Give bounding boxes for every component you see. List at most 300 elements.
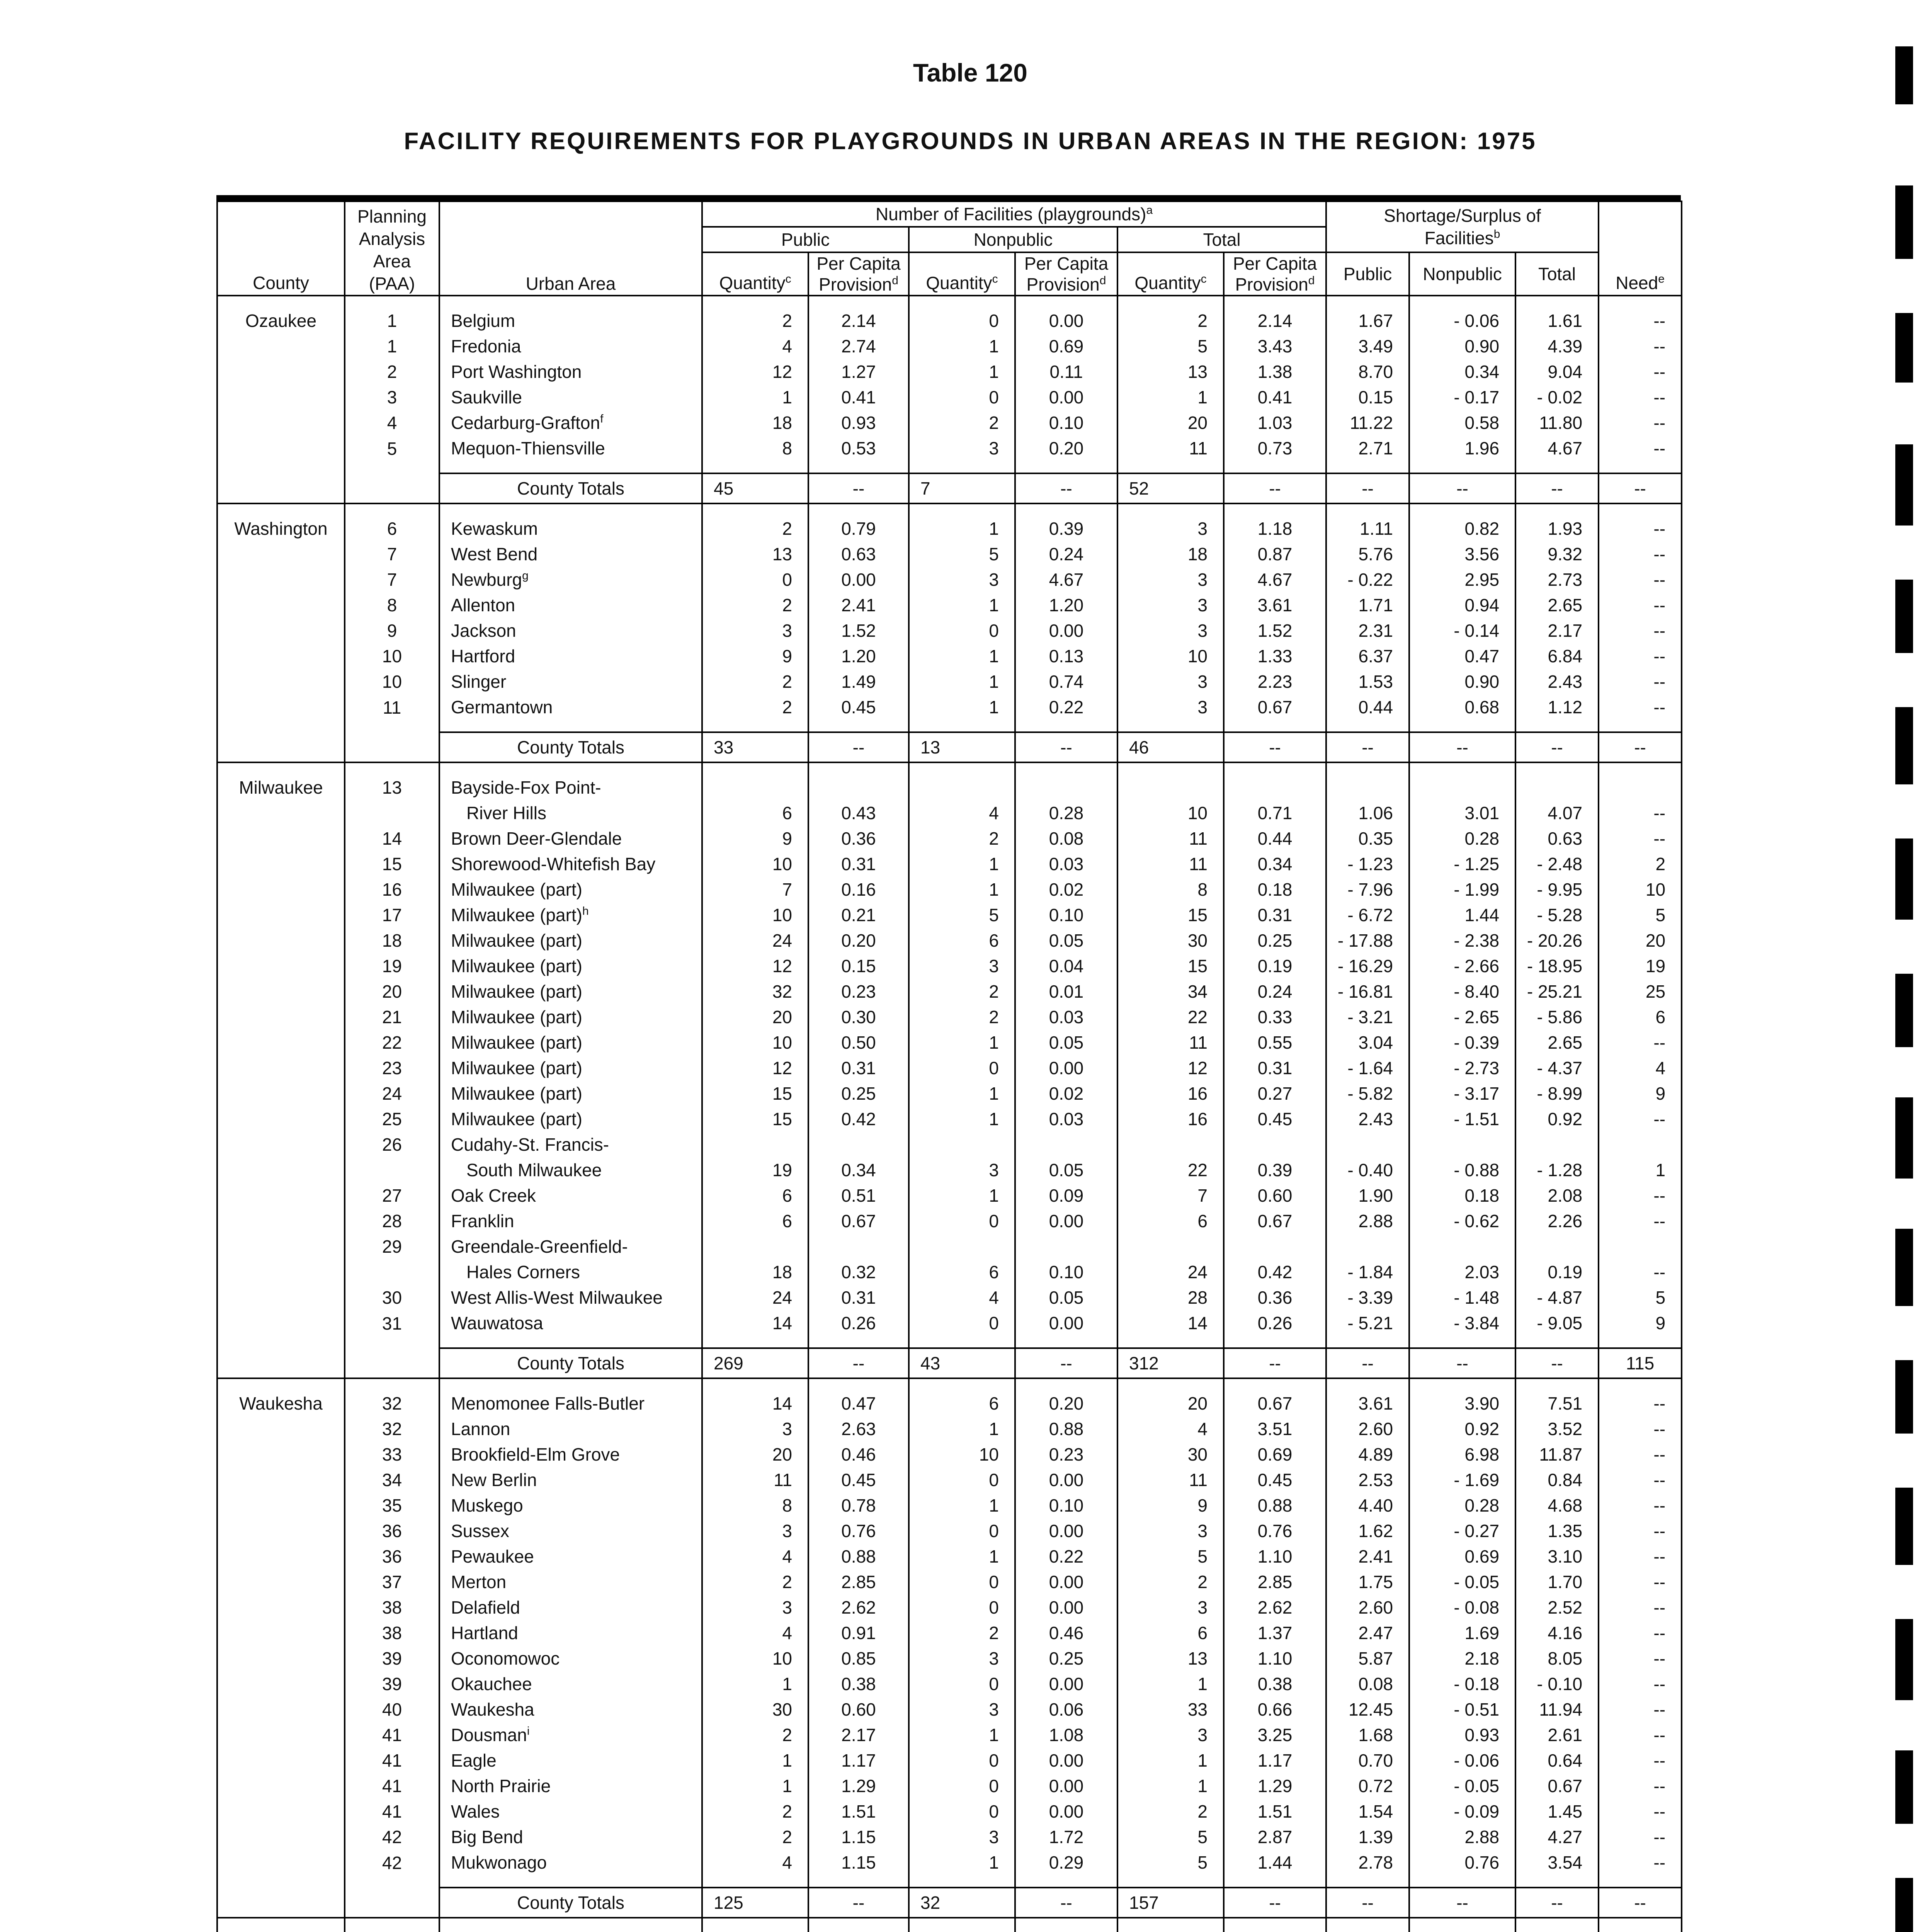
shortage-public-cell: - 1.84: [1326, 1259, 1409, 1285]
total-per-capita-cell: 0.45: [1224, 1467, 1326, 1493]
public-quantity-cell: 6: [702, 800, 808, 826]
total-per-capita-total: --: [1224, 1348, 1326, 1378]
total-per-capita-cell: 0.73: [1224, 435, 1326, 473]
shortage-public-total: --: [1326, 1888, 1409, 1918]
total-per-capita-cell: 0.27: [1224, 1081, 1326, 1106]
shortage-public-cell: - 6.72: [1326, 902, 1409, 928]
paa-cell: 7: [345, 567, 439, 592]
need-cell: --: [1599, 384, 1682, 410]
shortage-nonpublic-cell: - 2.38: [1409, 928, 1515, 953]
total-quantity-cell: 20: [1117, 410, 1224, 435]
shortage-public-cell: 2.31: [1326, 618, 1409, 643]
urban-area-cell: [439, 541, 702, 567]
col-total: Total: [1117, 227, 1326, 252]
shortage-nonpublic-cell: - 0.27: [1409, 1518, 1515, 1544]
nonpublic-quantity-cell: 0: [909, 1595, 1015, 1620]
public-quantity-cell: 4: [702, 1544, 808, 1569]
urban-area-cell: [439, 694, 702, 732]
public-quantity-cell: 3: [702, 618, 808, 643]
nonpublic-quantity-cell: 0: [909, 1208, 1015, 1234]
nonpublic-quantity-cell: 1: [909, 1183, 1015, 1208]
urban-area-cell: [439, 1081, 702, 1106]
county-name: [217, 1157, 345, 1183]
shortage-nonpublic-cell: 0.28: [1409, 1493, 1515, 1518]
total-quantity-cell: 3: [1117, 592, 1224, 618]
public-quantity-cell: 15: [702, 1081, 808, 1106]
nonpublic-quantity-cell: 0: [909, 1799, 1015, 1824]
shortage-public-cell: - 3.21: [1326, 1004, 1409, 1030]
public-per-capita-total: --: [808, 1348, 909, 1378]
nonpublic-per-capita-cell: 0.20: [1015, 435, 1117, 473]
public-per-capita-cell: 0.00: [808, 567, 909, 592]
urban-area-name: North Prairie: [451, 1776, 551, 1796]
total-per-capita-cell: [1224, 1234, 1326, 1259]
public-quantity-cell: 24: [702, 1285, 808, 1310]
shortage-nonpublic-cell: - 0.05: [1409, 1569, 1515, 1595]
urban-area-cell: [439, 877, 702, 902]
county-name: [217, 1030, 345, 1055]
county-name: [217, 1620, 345, 1646]
nonpublic-quantity-cell: 3: [909, 567, 1015, 592]
public-quantity-cell: 12: [702, 359, 808, 384]
county-name: [217, 1081, 345, 1106]
urban-area-name: Allenton: [451, 595, 515, 615]
table-row: [217, 618, 1682, 643]
shortage-total-cell: 4.07: [1515, 800, 1599, 826]
nonpublic-per-capita-cell: 0.00: [1015, 618, 1117, 643]
shortage-public-cell: 2.43: [1326, 1106, 1409, 1132]
paa-cell: 19: [345, 953, 439, 979]
county-name: [217, 694, 345, 732]
table-row: [217, 1442, 1682, 1467]
shortage-nonpublic-total: --: [1409, 473, 1515, 503]
shortage-nonpublic-cell: - 1.25: [1409, 851, 1515, 877]
public-quantity-cell: 14: [702, 1378, 808, 1416]
edge-mark: [1895, 1097, 1913, 1179]
paa-cell: 15: [345, 851, 439, 877]
county-name: [217, 1544, 345, 1569]
total-per-capita-cell: 0.45: [1224, 1106, 1326, 1132]
total-quantity-cell: 11: [1117, 435, 1224, 473]
nonpublic-per-capita-cell: 0.00: [1015, 1773, 1117, 1799]
public-quantity-cell: 14: [702, 1310, 808, 1348]
nonpublic-quantity-cell: 0: [909, 618, 1015, 643]
table-row: [217, 928, 1682, 953]
urban-area-cell: [439, 979, 702, 1004]
nonpublic-quantity-cell: 5: [909, 541, 1015, 567]
public-per-capita-cell: 0.46: [808, 1442, 909, 1467]
public-per-capita-cell: 0.60: [808, 1697, 909, 1722]
public-per-capita-cell: 2.17: [808, 1722, 909, 1748]
need-cell: --: [1599, 669, 1682, 694]
total-quantity-cell: 2: [1117, 1799, 1224, 1824]
nonpublic-quantity-cell: 3: [909, 1646, 1015, 1671]
county-name: [217, 953, 345, 979]
shortage-total-cell: 3.52: [1515, 1416, 1599, 1442]
urban-area-name: Kewaskum: [451, 519, 538, 539]
total-per-capita-cell: 0.66: [1224, 1697, 1326, 1722]
public-quantity-cell: 11: [702, 1467, 808, 1493]
col-paa: Planning Analysis Area (PAA): [345, 201, 439, 296]
shortage-nonpublic-cell: 0.18: [1409, 1183, 1515, 1208]
urban-area-name: Muskego: [451, 1495, 523, 1515]
nonpublic-per-capita-cell: 0.20: [1015, 1378, 1117, 1416]
paa-cell: 32: [345, 1416, 439, 1442]
public-quantity-cell: 10: [702, 1646, 808, 1671]
nonpublic-per-capita-cell: 0.46: [1015, 1620, 1117, 1646]
paa-cell: 13: [345, 762, 439, 800]
shortage-nonpublic-cell: [1409, 1918, 1515, 1932]
county-name: [217, 618, 345, 643]
paa-cell: 1: [345, 333, 439, 359]
public-quantity-cell: 2: [702, 1569, 808, 1595]
nonpublic-per-capita-cell: 0.23: [1015, 1442, 1117, 1467]
shortage-total-cell: - 1.28: [1515, 1157, 1599, 1183]
paa-cell: 42: [345, 1824, 439, 1850]
public-per-capita-cell: 0.78: [808, 1493, 909, 1518]
shortage-nonpublic-cell: 0.68: [1409, 694, 1515, 732]
nonpublic-per-capita-cell: [1015, 762, 1117, 800]
public-quantity-cell: 4: [702, 1850, 808, 1888]
total-per-capita-cell: 0.44: [1224, 826, 1326, 851]
total-quantity-cell: [1117, 1132, 1224, 1157]
public-quantity-cell: 2: [702, 694, 808, 732]
shortage-nonpublic-cell: 2.18: [1409, 1646, 1515, 1671]
need-cell: --: [1599, 541, 1682, 567]
shortage-total-total: --: [1515, 1348, 1599, 1378]
public-quantity-cell: 2: [702, 1824, 808, 1850]
nonpublic-per-capita-cell: 0.00: [1015, 1208, 1117, 1234]
shortage-nonpublic-cell: - 0.62: [1409, 1208, 1515, 1234]
public-per-capita-cell: 0.67: [808, 1208, 909, 1234]
urban-area-cell: [439, 669, 702, 694]
need-cell: --: [1599, 694, 1682, 732]
need-cell: --: [1599, 1620, 1682, 1646]
nonpublic-quantity-cell: 0: [909, 1310, 1015, 1348]
nonpublic-per-capita-cell: 0.02: [1015, 877, 1117, 902]
county-name: [217, 541, 345, 567]
urban-area-name: Delafield: [451, 1597, 520, 1617]
county-totals-label: County Totals: [439, 1888, 702, 1918]
public-quantity-cell: [702, 1234, 808, 1259]
need-cell: [1599, 762, 1682, 800]
shortage-public-cell: 2.71: [1326, 435, 1409, 473]
county-name: [217, 1518, 345, 1544]
urban-area-cell: [439, 1518, 702, 1544]
shortage-total-cell: 0.92: [1515, 1106, 1599, 1132]
public-quantity-cell: [702, 1918, 808, 1932]
col-nonpublic: Nonpublic: [909, 227, 1117, 252]
table-row: [217, 410, 1682, 435]
public-quantity-cell: 7: [702, 877, 808, 902]
shortage-public-cell: - 16.29: [1326, 953, 1409, 979]
table-row: [217, 435, 1682, 473]
shortage-nonpublic-cell: 0.90: [1409, 669, 1515, 694]
nonpublic-per-capita-cell: 0.00: [1015, 1799, 1117, 1824]
shortage-nonpublic-cell: 0.90: [1409, 333, 1515, 359]
total-quantity-cell: 6: [1117, 1620, 1224, 1646]
edge-mark: [1895, 580, 1913, 653]
table-row: [217, 1569, 1682, 1595]
table-row: [217, 1106, 1682, 1132]
shortage-nonpublic-cell: 3.90: [1409, 1378, 1515, 1416]
county-name: [217, 979, 345, 1004]
public-quantity-cell: 10: [702, 1030, 808, 1055]
public-per-capita-cell: 1.15: [808, 1850, 909, 1888]
table-row: [217, 1595, 1682, 1620]
table-row: [217, 1697, 1682, 1722]
nonpublic-quantity-cell: 1: [909, 1544, 1015, 1569]
total-per-capita-cell: 0.60: [1224, 1183, 1326, 1208]
shortage-total-cell: 7.51: [1515, 1378, 1599, 1416]
urban-area-name: Shorewood-Whitefish Bay: [451, 854, 656, 874]
table-row: [217, 333, 1682, 359]
public-per-capita-cell: 1.51: [808, 1799, 909, 1824]
nonpublic-quantity-cell: 0: [909, 1773, 1015, 1799]
footnote-b: b: [1493, 228, 1500, 241]
urban-area-name: Mukwonago: [451, 1852, 547, 1872]
total-per-capita-cell: 0.36: [1224, 1285, 1326, 1310]
table-row: [217, 902, 1682, 928]
county-name: [217, 1824, 345, 1850]
shortage-total-cell: 2.73: [1515, 567, 1599, 592]
shortage-total-cell: 2.52: [1515, 1595, 1599, 1620]
paa-cell: [345, 1259, 439, 1285]
total-per-capita-cell: 0.71: [1224, 800, 1326, 826]
urban-area-name: Brookfield-Elm Grove: [451, 1444, 620, 1464]
nonpublic-quantity-cell: 1: [909, 359, 1015, 384]
county-name: [217, 732, 345, 762]
need-total: 115: [1599, 1348, 1682, 1378]
urban-area-name: West Bend: [451, 544, 538, 564]
public-quantity-cell: 2: [702, 669, 808, 694]
need-cell: --: [1599, 1671, 1682, 1697]
shortage-public-cell: 6.37: [1326, 643, 1409, 669]
shortage-public-cell: 1.53: [1326, 669, 1409, 694]
nonpublic-per-capita-cell: 0.69: [1015, 333, 1117, 359]
public-per-capita-cell: 0.91: [808, 1620, 909, 1646]
nonpublic-per-capita-cell: 0.39: [1015, 503, 1117, 541]
nonpublic-quantity-cell: 3: [909, 1157, 1015, 1183]
public-quantity-cell: 18: [702, 410, 808, 435]
shortage-total-cell: 6.84: [1515, 643, 1599, 669]
urban-area-cell: [439, 1310, 702, 1348]
shortage-public-cell: 2.41: [1326, 1544, 1409, 1569]
shortage-nonpublic-cell: - 0.06: [1409, 1748, 1515, 1773]
urban-area-name: Hartland: [451, 1623, 518, 1643]
nonpublic-per-capita-cell: 0.04: [1015, 953, 1117, 979]
shortage-nonpublic-cell: 0.93: [1409, 1722, 1515, 1748]
shortage-public-cell: 8.70: [1326, 359, 1409, 384]
total-per-capita-cell: 2.85: [1224, 1569, 1326, 1595]
paa-cell: [345, 800, 439, 826]
paa-cell: [345, 1888, 439, 1918]
shortage-public-cell: 2.88: [1326, 1208, 1409, 1234]
public-per-capita-cell: 0.16: [808, 877, 909, 902]
public-per-capita-cell: 2.74: [808, 333, 909, 359]
nonpublic-per-capita-cell: 0.74: [1015, 669, 1117, 694]
nonpublic-per-capita-cell: 0.10: [1015, 410, 1117, 435]
total-quantity-cell: 10: [1117, 800, 1224, 826]
need-total: --: [1599, 473, 1682, 503]
total-quantity-cell: 24: [1117, 1259, 1224, 1285]
public-quantity-cell: 6: [702, 1183, 808, 1208]
nonpublic-per-capita-total: --: [1015, 1888, 1117, 1918]
col-nonpublic-per-capita: Per Capita Provision$^d$: [1015, 252, 1117, 296]
public-per-capita-cell: 0.88: [808, 1544, 909, 1569]
paa-cell: 21: [345, 1004, 439, 1030]
footnote-marker: h: [582, 905, 589, 918]
table-row: [217, 541, 1682, 567]
public-quantity-cell: 1: [702, 1773, 808, 1799]
urban-area-name: Menomonee Falls-Butler: [451, 1393, 645, 1413]
county-name: [217, 1004, 345, 1030]
nonpublic-quantity-cell: 0: [909, 296, 1015, 333]
nonpublic-per-capita-cell: 0.00: [1015, 1748, 1117, 1773]
urban-area-name: Milwaukee (part): [451, 1083, 582, 1104]
public-per-capita-cell: 2.85: [808, 1569, 909, 1595]
total-per-capita-cell: 2.87: [1224, 1824, 1326, 1850]
table-row: [217, 1620, 1682, 1646]
shortage-nonpublic-cell: 1.44: [1409, 902, 1515, 928]
county-name: [217, 902, 345, 928]
paa-cell: 40: [345, 1697, 439, 1722]
nonpublic-quantity-cell: 6: [909, 928, 1015, 953]
table-row: [217, 567, 1682, 592]
total-per-capita-total: --: [1224, 1888, 1326, 1918]
shortage-public-cell: 2.60: [1326, 1416, 1409, 1442]
total-quantity-cell: 15: [1117, 902, 1224, 928]
need-cell: 5: [1599, 1285, 1682, 1310]
table-row: [217, 1081, 1682, 1106]
public-per-capita-cell: 0.93: [808, 410, 909, 435]
urban-area-cell: [439, 762, 702, 800]
table-number: Table 120: [913, 58, 1027, 87]
nonpublic-per-capita-cell: 0.00: [1015, 1569, 1117, 1595]
public-per-capita-cell: 1.20: [808, 643, 909, 669]
public-per-capita-cell: 0.26: [808, 1310, 909, 1348]
shortage-nonpublic-cell: 3.56: [1409, 541, 1515, 567]
paa-cell: 36: [345, 1544, 439, 1569]
public-per-capita-cell: 0.85: [808, 1646, 909, 1671]
paa-cell: 1: [345, 296, 439, 333]
shortage-nonpublic-cell: 6.98: [1409, 1442, 1515, 1467]
urban-area-name: Sussex: [451, 1521, 509, 1541]
total-quantity-cell: 5: [1117, 1850, 1224, 1888]
shortage-public-cell: 11.22: [1326, 410, 1409, 435]
shortage-total-cell: 11.87: [1515, 1442, 1599, 1467]
table-row: [217, 384, 1682, 410]
public-quantity-cell: 10: [702, 851, 808, 877]
shortage-nonpublic-cell: - 0.88: [1409, 1157, 1515, 1183]
total-quantity-cell: [1117, 1918, 1224, 1932]
shortage-nonpublic-cell: 3.01: [1409, 800, 1515, 826]
urban-area-cell: [439, 1055, 702, 1081]
nonpublic-per-capita-cell: 0.03: [1015, 1004, 1117, 1030]
nonpublic-quantity-cell: 0: [909, 1518, 1015, 1544]
nonpublic-per-capita-cell: [1015, 1918, 1117, 1932]
need-cell: --: [1599, 826, 1682, 851]
table-row: [217, 1518, 1682, 1544]
shortage-public-cell: - 1.64: [1326, 1055, 1409, 1081]
nonpublic-per-capita-cell: 4.67: [1015, 567, 1117, 592]
table-row: [217, 296, 1682, 333]
urban-area-name: Dousman: [451, 1725, 527, 1745]
total-per-capita-cell: 3.25: [1224, 1722, 1326, 1748]
total-per-capita-cell: 0.33: [1224, 1004, 1326, 1030]
urban-area-cell: [439, 928, 702, 953]
col-nonpublic-quantity: Quantity$^c$: [909, 252, 1015, 296]
public-per-capita-cell: 0.53: [808, 435, 909, 473]
public-per-capita-cell: 0.45: [808, 694, 909, 732]
table-row: [217, 1004, 1682, 1030]
total-per-capita-total: --: [1224, 732, 1326, 762]
county-name: [217, 1106, 345, 1132]
public-per-capita-cell: 0.31: [808, 1055, 909, 1081]
total-quantity-cell: 4: [1117, 1416, 1224, 1442]
total-quantity-cell: 1: [1117, 1773, 1224, 1799]
public-quantity-cell: 2: [702, 503, 808, 541]
county-totals-label: County Totals: [439, 1348, 702, 1378]
footnote-marker: g: [522, 569, 529, 582]
urban-area-cell: [439, 1416, 702, 1442]
shortage-public-cell: [1326, 1234, 1409, 1259]
urban-area-cell: [439, 1467, 702, 1493]
paa-cell: 41: [345, 1799, 439, 1824]
nonpublic-per-capita-cell: 0.10: [1015, 1493, 1117, 1518]
urban-area-name: Belgium: [451, 311, 515, 331]
shortage-total-cell: 4.27: [1515, 1824, 1599, 1850]
urban-area-name: Waukesha: [451, 1699, 534, 1719]
county-totals-row: [217, 1888, 1682, 1918]
county-name: [217, 592, 345, 618]
table-row: [217, 800, 1682, 826]
urban-area-cell: [439, 592, 702, 618]
public-quantity-cell: 1: [702, 1748, 808, 1773]
county-name: [217, 1671, 345, 1697]
urban-area-name: Hartford: [451, 646, 515, 666]
shortage-nonpublic-cell: 0.69: [1409, 1544, 1515, 1569]
shortage-nonpublic-cell: - 2.66: [1409, 953, 1515, 979]
county-name: [217, 1467, 345, 1493]
public-per-capita-total: --: [808, 732, 909, 762]
shortage-total-cell: 11.80: [1515, 410, 1599, 435]
paa-cell: 27: [345, 1183, 439, 1208]
shortage-total-cell: - 4.87: [1515, 1285, 1599, 1310]
urban-area-cell: [439, 851, 702, 877]
nonpublic-quantity-cell: 1: [909, 1416, 1015, 1442]
shortage-nonpublic-total: --: [1409, 1348, 1515, 1378]
urban-area-name: Slinger: [451, 672, 507, 692]
public-per-capita-cell: 2.41: [808, 592, 909, 618]
col-urban-area: Urban Area: [439, 201, 702, 296]
public-quantity-total: 125: [702, 1888, 808, 1918]
shortage-nonpublic-cell: - 8.40: [1409, 979, 1515, 1004]
shortage-total-cell: - 9.95: [1515, 877, 1599, 902]
total-per-capita-cell: 0.18: [1224, 877, 1326, 902]
total-quantity-total: 157: [1117, 1888, 1224, 1918]
need-cell: --: [1599, 1646, 1682, 1671]
nonpublic-quantity-cell: 1: [909, 851, 1015, 877]
county-name: [217, 1569, 345, 1595]
public-per-capita-cell: 0.50: [808, 1030, 909, 1055]
public-quantity-cell: 19: [702, 1157, 808, 1183]
shortage-public-cell: 1.11: [1326, 503, 1409, 541]
need-cell: --: [1599, 410, 1682, 435]
shortage-total-cell: 9.32: [1515, 541, 1599, 567]
nonpublic-per-capita-cell: [1015, 1234, 1117, 1259]
nonpublic-per-capita-cell: 1.72: [1015, 1824, 1117, 1850]
